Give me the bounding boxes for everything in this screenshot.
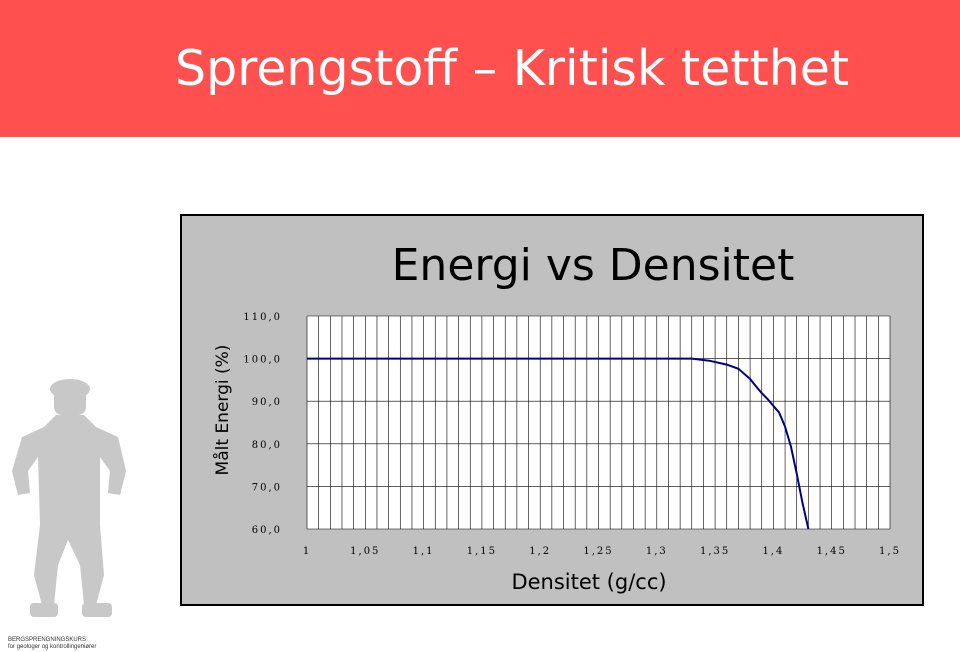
y-tick-label: 60,0 <box>251 525 282 536</box>
y-tick-label: 90,0 <box>251 397 282 409</box>
x-tick-label: 1 <box>302 546 312 557</box>
x-tick-label: 1,2 <box>529 546 552 557</box>
x-tick-label: 1,3 <box>645 546 668 557</box>
chart-svg <box>182 216 922 604</box>
footer-logo <box>8 637 96 651</box>
x-axis-title: Densitet (g/cc) <box>511 570 667 594</box>
x-tick-label: 1,05 <box>350 546 381 557</box>
footer-line-2: for geologer og kontrollingeniører <box>8 644 97 650</box>
x-axis-ticks <box>303 546 901 557</box>
y-tick-label: 70,0 <box>251 482 282 494</box>
x-tick-label: 1,1 <box>412 546 435 557</box>
worker-illustration <box>0 375 140 630</box>
y-axis-ticks <box>243 312 282 536</box>
y-tick-label: 80,0 <box>251 439 282 451</box>
x-tick-label: 1,5 <box>879 546 901 557</box>
chart-title: Energi vs Densitet <box>391 240 795 291</box>
x-tick-label: 1,25 <box>583 546 614 557</box>
y-tick-label: 110,0 <box>243 312 282 323</box>
y-tick-label: 100,0 <box>243 354 282 366</box>
y-axis-title: Målt Energi (%) <box>213 344 233 476</box>
x-tick-label: 1,4 <box>762 546 785 557</box>
footer-line-1: BERGSPRENGNINGSKURS <box>8 637 87 643</box>
x-tick-label: 1,45 <box>816 546 847 557</box>
x-tick-label: 1,15 <box>466 546 498 557</box>
slide-title: Sprengstoff – Kritisk tetthet <box>175 40 850 97</box>
chart-panel <box>180 214 924 606</box>
x-tick-label: 1,35 <box>699 546 731 557</box>
